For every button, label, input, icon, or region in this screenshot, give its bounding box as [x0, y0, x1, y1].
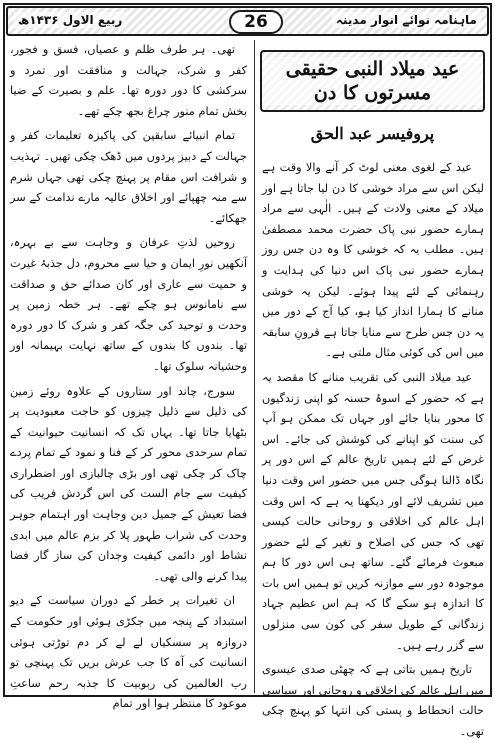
paragraph: ان تغیرات پر خطر کے دوران سیاست کے دیو استبداد کے پنجہ میں جکڑی ہوئی اور حکومت کے دروازہ پر سسکیاں لے لے کر دم توڑتی ہوئی انسانیت کی آہ کا جب عرش بریں تک پہنچی تو رب العالمین کی ربوبیت کا جذبہ رحم ساعتِ موعود کا منتظر ہوا اور تمام	[10, 594, 247, 711]
left-text-column	[10, 40, 247, 711]
column-divider	[254, 40, 255, 693]
paragraph: عید کے لغوی معنی لوٹ کر آنے والا وقت ہے لیکن اس سے مراد خوشی کا دن لیا جاتا ہے اور میلاد کے معنی ولادت کے ہیں۔ الٰہی سے مراد ہمارے حضور نبی پاک حضرت محمد مصطفیٰ ہیں۔ مطلب یہ کہ خوشی کا وہ دن جس روز ہمارے حضور نبی پاک اس دنیا کی ہدایت و رہنمائی کے لئے پیدا ہوئے۔ لیکن یہ خوشی منانے کا ہمارا انداز کیا ہو، کیا آج کے دور میں یہ دن جس طرح سے منایا جاتا ہے قرونِ سابقہ میں اس کی کوئی مثال ملتی ہے۔	[262, 161, 484, 360]
article-title-box	[260, 50, 485, 112]
right-text-column	[262, 158, 484, 739]
paragraph: روحیں لذتِ عرفان و وجاہت سے بے بہرہ، آنکھیں نورِ ایمان و حیا سے محروم، دل جذبۂ غیرت و حمیت سے عاری اور کان صدائے حق و صداقت سے نامانوس ہو چکے تھے۔ ہر خطہ زمین پر وحدت و توحید کی جگہ کفر و شرک کا دور دورہ تھا۔ بندوں کا بندوں کے ساتھ نہایت بہیمانہ اور وحشیانہ سلوک تھا۔	[10, 236, 247, 373]
paragraph: تھی۔ ہر طرف ظلم و عصیاں، فسق و فجور، کفر و شرک، جہالت و منافقت اور تمرد و سرکشی کا دور دورہ تھا۔ علم و بصیرت کے ضیا بخش تمام منور چراغ بجھ چکے تھے۔	[10, 43, 247, 118]
paragraph: تمام انبیائے سابقین کی پاکیزہ تعلیمات کفر و جہالت کے دبیز پردوں میں ڈھک چکی تھیں۔ تہذیب و شرافت اس مقام پر پہنچ چکی تھی جہاں شرم سے منہ چھپائے اور اخلاق عالیہ مارے ندامت کے سر جھکائے۔	[10, 129, 247, 225]
paragraph: تاریخ ہمیں بتاتی ہے کہ چھٹی صدی عیسوی میں اہل عالم کی اخلاقی و روحانی اور سیاسی حالت انحطاط و پستی کی انتہا کو پہنچ چکی تھی۔	[262, 663, 484, 739]
magazine-title: ماہنامہ نوائے انوار مدینہ	[332, 12, 481, 28]
article-author: پروفیسر عبد الحق	[310, 124, 435, 143]
article-title: عید میلاد النبی حقیقی مسرتوں کا دن	[262, 57, 483, 105]
page-header	[6, 6, 489, 36]
paragraph: سورج، چاند اور ستاروں کے علاوہ روئے زمین کی ذلیل سے ذلیل چیزوں کو حاجت معبودیت پر بٹھایا جاتا تھا۔ یہاں تک کہ انسانیت حیوانیت کے تمام سرحدی محور کر کے فنا و نمود کے تمام پردے چاک کر چکی تھی اور بڑی چالبازی اور اضطراری کیفیت سے جام الست کی اس گردش فریب کی فضا تعیش کے جمیل دین وجاہت اور اہتمام جوہر وحدت کی شراب طہور پلا کر بزم عالم میں ابدی نشاط اور دائمی کیفیت وجدان کی ساز گار فضا پیدا کرنے والی تھی۔	[10, 384, 247, 583]
page-number: 26	[229, 10, 283, 34]
paragraph: عید میلاد النبی کی تقریب منانے کا مقصد یہ ہے کہ حضور کے اسوۂ حسنہ کو اپنی زندگیوں کا محور بنایا جائے اور جہاں تک ممکن ہو آپ کی سنت کو اپنانے کی کوشش کی جائے۔ اس غرض کے لئے ہمیں تاریخ عالم کے اس دور پر نگاہ ڈالنا ہوگی جس میں حضور اس وقت دنیا میں تشریف لائے اور دیکھنا یہ ہے کہ اس وقت اہل عالم کی اخلاقی و روحانی حالت کیسی تھی کہ جس کی اصلاح و تغیر کے لئے حضور مبعوث فرمائے گئے۔ ساتھ ہی اس دور کا ہم موجودہ دور سے موازنہ کریں تو ہمیں اس بات کا اندازہ ہو سکے گا کہ ہم اس عظیم جہاد زندگانی کے طویل سفر کی کون سی منزلوں سے گزر رہے ہیں۔	[262, 370, 484, 652]
issue-date: ربیع الاول ۱۴۳۶ھ	[14, 12, 126, 28]
